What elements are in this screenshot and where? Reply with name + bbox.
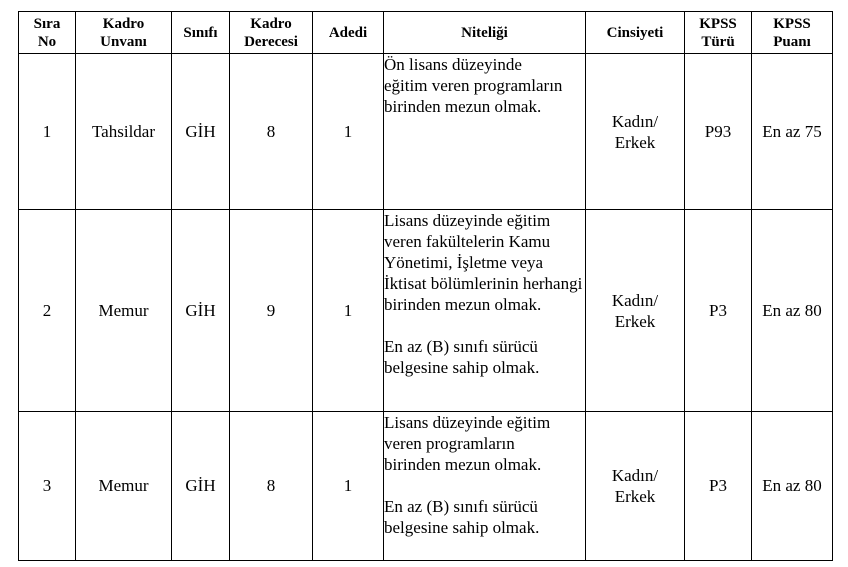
table-row [19, 412, 833, 561]
cell-sira: 3 [19, 412, 76, 561]
cell-sinif: GİH [172, 54, 230, 210]
cell-adet: 1 [313, 210, 384, 412]
cell-sinif: GİH [172, 412, 230, 561]
header-sira-no: Sıra No [19, 12, 76, 54]
cell-adet: 1 [313, 54, 384, 210]
cell-kpss-puani: En az 80 [752, 210, 833, 412]
header-kadro-derecesi: Kadro Derecesi [230, 12, 313, 54]
header-kpss-turu: KPSS Türü [685, 12, 752, 54]
cell-kpss-turu: P3 [685, 412, 752, 561]
header-adedi: Adedi [313, 12, 384, 54]
nitelik-paragraph: En az (B) sınıfı sürücü belgesine sahip olmak. [384, 497, 540, 537]
nitelik-paragraph: En az (B) sınıfı sürücü belgesine sahip olmak. [384, 337, 540, 377]
cell-unvan: Tahsildar [76, 54, 172, 210]
cell-kpss-puani: En az 75 [752, 54, 833, 210]
cell-cinsiyet: Kadın/ Erkek [586, 210, 685, 412]
header-niteligi: Niteliği [384, 12, 586, 54]
header-sinifi: Sınıfı [172, 12, 230, 54]
cell-sira: 2 [19, 210, 76, 412]
cell-derece: 8 [230, 54, 313, 210]
cell-derece: 9 [230, 210, 313, 412]
table-header-row [19, 12, 833, 54]
cell-nitelik [384, 54, 586, 210]
cell-kpss-turu: P93 [685, 54, 752, 210]
nitelik-paragraph: Lisans düzeyinde eğitim veren programların birinden mezun olmak. [384, 413, 551, 474]
nitelik-paragraph: Ön lisans düzeyinde eğitim veren programların birinden mezun olmak. [384, 55, 563, 116]
cell-cinsiyet: Kadın/ Erkek [586, 412, 685, 561]
cell-nitelik [384, 412, 586, 561]
table-row [19, 210, 833, 412]
header-kadro-unvani: Kadro Unvanı [76, 12, 172, 54]
cell-unvan: Memur [76, 412, 172, 561]
table-row [19, 54, 833, 210]
header-kpss-puani: KPSS Puanı [752, 12, 833, 54]
cell-cinsiyet: Kadın/ Erkek [586, 54, 685, 210]
cell-nitelik [384, 210, 586, 412]
header-cinsiyeti: Cinsiyeti [586, 12, 685, 54]
cell-kpss-puani: En az 80 [752, 412, 833, 561]
nitelik-paragraph: Lisans düzeyinde eğitim veren fakültelerin Kamu Yönetimi, İşletme veya İktisat bölümlerinin herhangi birinden mezun olmak. [384, 211, 583, 314]
cell-adet: 1 [313, 412, 384, 561]
vacancy-table [18, 11, 833, 561]
cell-kpss-turu: P3 [685, 210, 752, 412]
cell-sinif: GİH [172, 210, 230, 412]
cell-sira: 1 [19, 54, 76, 210]
cell-unvan: Memur [76, 210, 172, 412]
cell-derece: 8 [230, 412, 313, 561]
